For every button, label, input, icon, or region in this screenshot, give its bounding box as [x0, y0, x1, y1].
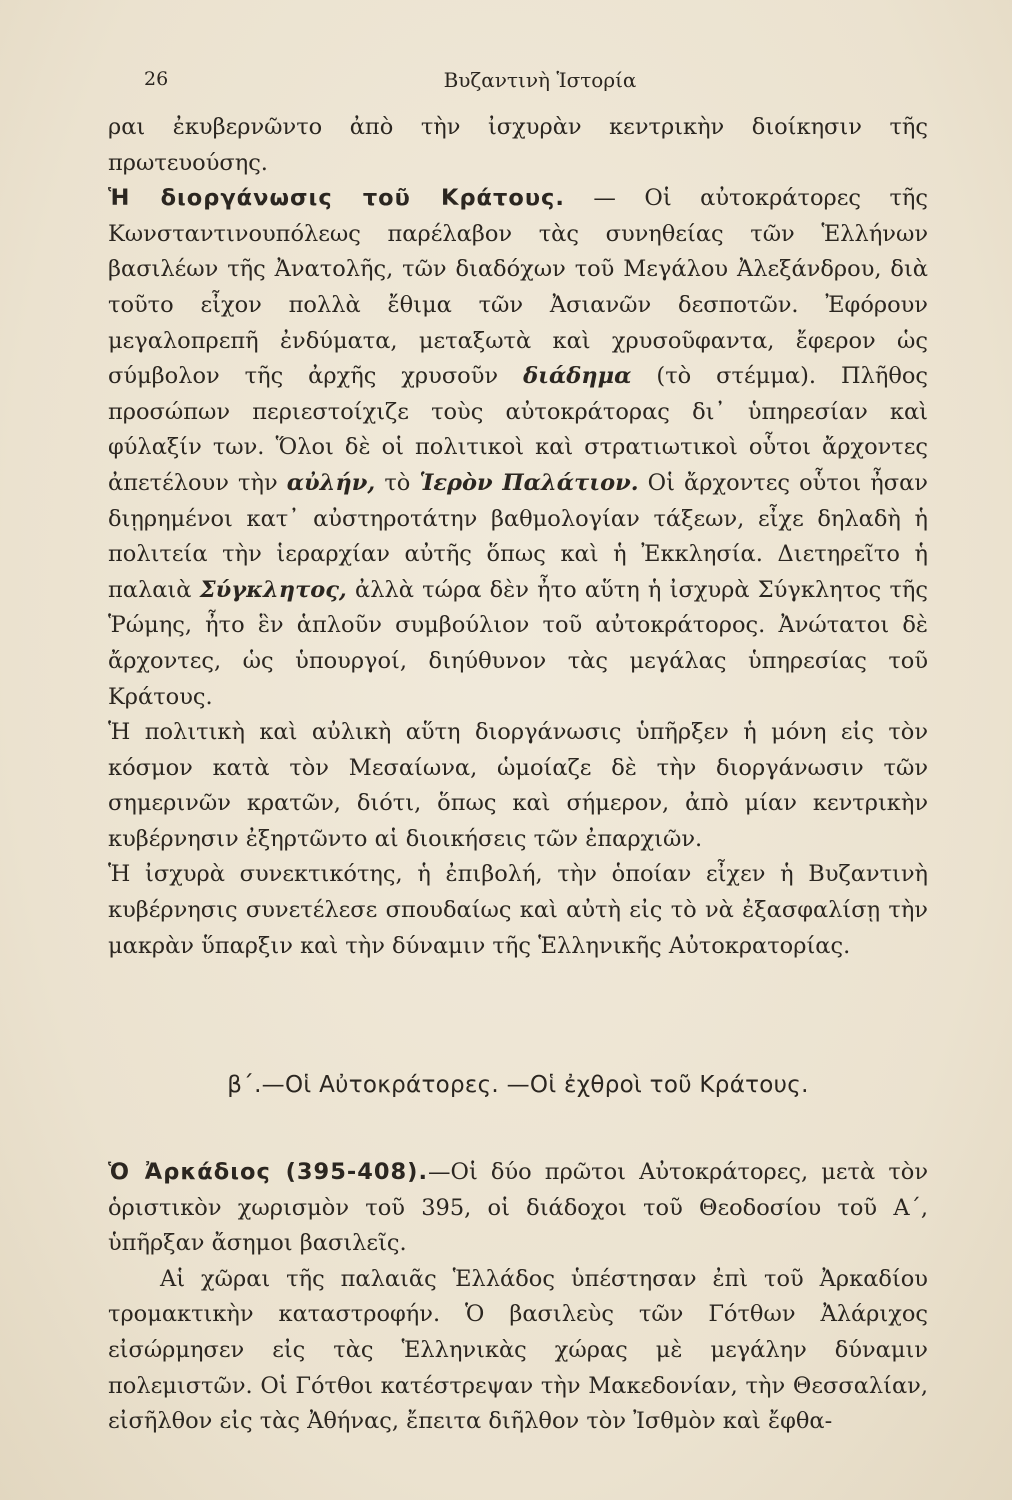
- text-run: (τὸ στέμμα). Πλῆθος προσώπων περιεστοίχιζε τοὺς αὐτοκράτορας δι᾽ ὑπηρεσίαν καὶ φύλαξίν των. Ὅλοι δὲ οἱ πολιτικοὶ καὶ στρατιωτικοὶ οὗτοι ἄρχοντες ἀπετέλουν τὴν: [108, 363, 929, 496]
- running-title: Βυζαντινὴ Ἱστορία: [443, 68, 637, 92]
- arcadius-heading: Ὁ Ἀρκάδιος (395-408).: [108, 1159, 428, 1185]
- emphasis-ieron-palation: Ἱερὸν Παλάτιον.: [419, 469, 639, 496]
- paragraph-political-organization: Ἡ πολιτικὴ καὶ αὐλικὴ αὕτη διοργάνωσις ὑπῆρξεν ἡ μόνη εἰς τὸν κόσμον κατὰ τὸν Μεσαίωνα, ὡμοίαζε δὲ τὴν διοργάνωσιν τῶν σημερινῶν κρατῶν, διότι, ὅπως καὶ σήμερον, ἀπὸ μίαν κεντρικὴν κυβέρνησιν ἐξηρτῶντο αἱ διοικήσεις τῶν ἐπαρχιῶν.: [108, 719, 928, 852]
- section-arcadius-text: [108, 1155, 928, 1440]
- organization-paragraph: [108, 181, 928, 715]
- page-header: [140, 62, 940, 96]
- paragraph-cohesion: Ἡ ἰσχυρὰ συνεκτικότης, ἡ ἐπιβολή, τὴν ὁποίαν εἶχεν ἡ Βυζαντινὴ κυβέρνησις συνετέλεσε σπουδαίως καὶ αὐτὴ εἰς τὸ νὰ ἐξασφαλίσῃ τὴν μακρὰν ὕπαρξιν καὶ τὴν δύναμιν τῆς Ἑλληνικῆς Αὐτοκρατορίας.: [108, 861, 928, 959]
- section-organization-text: [108, 110, 928, 964]
- text-run: —Οἱ δύο πρῶτοι Αὐτοκράτορες, μετὰ τὸν ὁριστικὸν χωρισμὸν τοῦ 395, οἱ διάδοχοι τοῦ Θεοδοσίου τοῦ Α΄, ὑπῆρξαν ἄσημοι βασιλεῖς.: [108, 1159, 929, 1257]
- page-number: 26: [144, 68, 169, 90]
- text-run: ἀλλὰ τώρα δὲν ἦτο αὕτη ἡ ἰσχυρὰ Σύγκλητος τῆς Ῥώμης, ἦτο ἓν ἁπλοῦν συμβούλιον τοῦ αὐτοκράτορος. Ἀνώτατοι δὲ ἄρχοντες, ὡς ὑπουργοί, διηύθυνον τὰς μεγάλας ὑπηρεσίας τοῦ Κράτους.: [108, 576, 928, 710]
- intro-paragraph: ραι ἐκυβερνῶντο ἀπὸ τὴν ἰσχυρὰν κεντρικὴν διοίκησιν τῆς πρωτευούσης.: [108, 114, 928, 176]
- section-heading: β΄.—Οἱ Αὐτοκράτορες. —Οἱ ἐχθροὶ τοῦ Κράτους.: [227, 1072, 809, 1098]
- emphasis-avli: αὐλήν,: [286, 469, 376, 496]
- arcadius-paragraph: [108, 1155, 928, 1262]
- text-run: τὸ: [384, 469, 411, 496]
- emphasis-diadema: διάδημα: [523, 363, 632, 390]
- text-run: Οἱ ἄρχοντες οὗτοι ἦσαν διῃρημένοι κατ᾽ αὐστηροτάτην βαθμολογίαν τάξεων, εἶχε δηλαδὴ ἡ πολιτεία τὴν ἱεραρχίαν αὐτῆς ὅπως καὶ ἡ Ἐκκλησία. Διετηρεῖτο ἡ παλαιὰ: [108, 469, 928, 603]
- emphasis-synklitos: Σύγκλητος,: [199, 576, 347, 603]
- paragraph-greece-destruction: Αἱ χῶραι τῆς παλαιᾶς Ἑλλάδος ὑπέστησαν ἐπὶ τοῦ Ἀρκαδίου τρομακτικὴν καταστροφήν. Ὁ βασιλεὺς τῶν Γότθων Ἀλάριχος εἰσώρμησεν εἰς τὰς Ἑλληνικὰς χώρας μὲ μεγάλην δύναμιν πολεμιστῶν. Οἱ Γότθοι κατέστρεψαν τὴν Μακεδονίαν, τὴν Θεσσαλίαν, εἰσῆλθον εἰς τὰς Ἀθήνας, ἔπειτα διῆλθον τὸν Ἰσθμὸν καὶ ἔφθα-: [108, 1265, 928, 1435]
- text-run: — Οἱ αὐτοκράτορες τῆς Κωνσταντινουπόλεως παρέλαβον τὰς συνηθείας τῶν Ἑλλήνων βασιλέων τῆς Ἀνατολῆς, τῶν διαδόχων τοῦ Μεγάλου Ἀλεξάνδρου, διὰ τοῦτο εἶχον πολλὰ ἔθιμα τῶν Ἀσιανῶν δεσποτῶν. Ἐφόρουν μεγαλοπρεπῆ ἐνδύματα, μεταξωτὰ καὶ χρυσοῦφαντα, ἔφερον ὡς σύμβολον τῆς ἀρχῆς χρυσοῦν: [108, 185, 928, 390]
- organization-heading: Ἡ διοργάνωσις τοῦ Κράτους.: [108, 185, 565, 212]
